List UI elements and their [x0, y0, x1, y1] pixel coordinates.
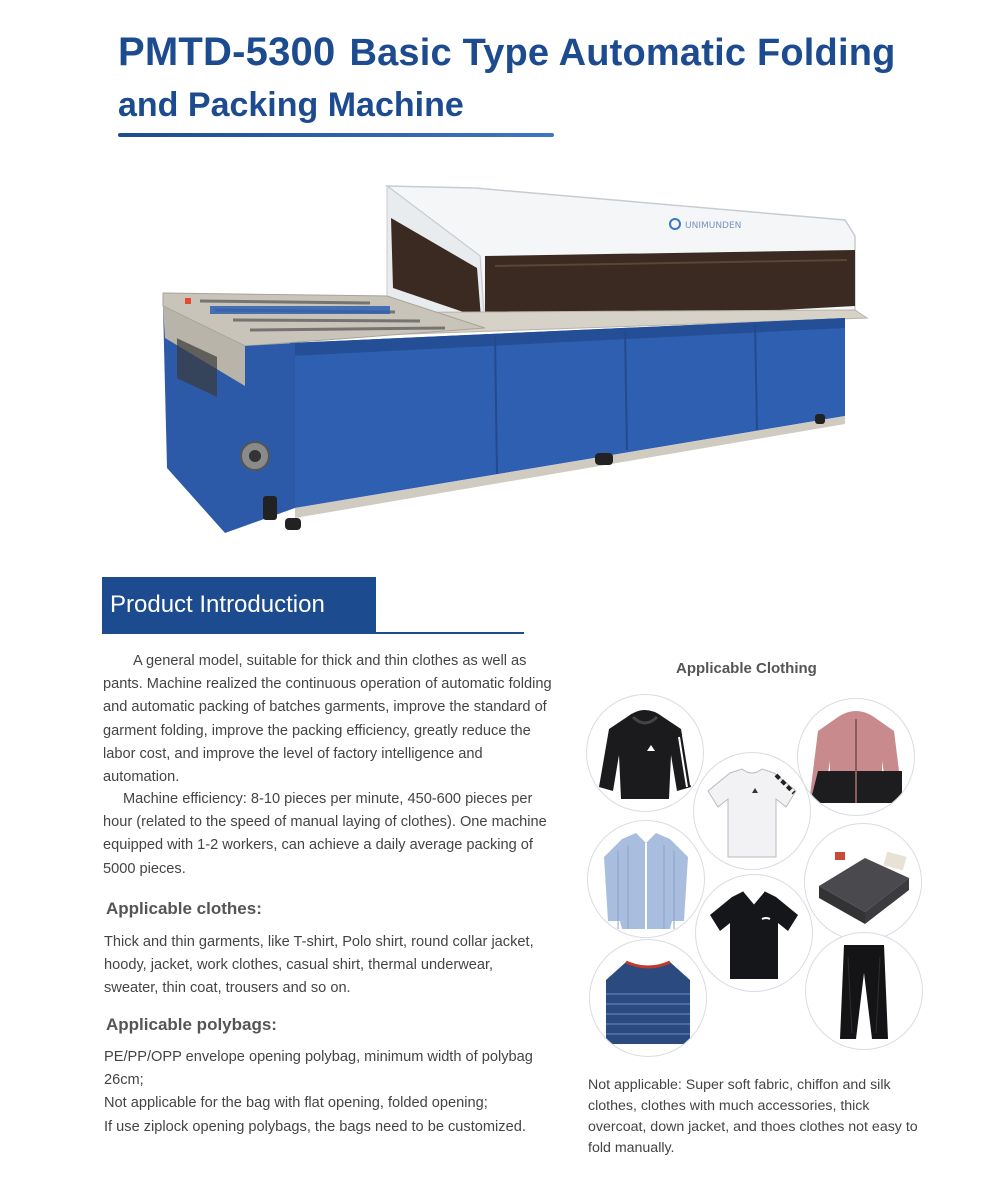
- title-line-2: and Packing Machine: [118, 86, 464, 124]
- intro-paragraph-2: Machine efficiency: 8-10 pieces per minute, 450-600 pieces per hour (related to the speed of manual laying of clothes). One machine equipped with 1-2 workers, can achieve a daily average packing of 5000 pieces.: [103, 791, 547, 877]
- applicable-polybags-text: [104, 1046, 544, 1139]
- title-underline: [118, 133, 554, 137]
- title-line-1: Basic Type Automatic Folding: [349, 32, 896, 74]
- section-title-product-introduction: Product Introduction: [102, 577, 376, 633]
- section-underline: [102, 632, 524, 634]
- black-trousers-image: [805, 932, 923, 1050]
- machine-photo: [155, 178, 875, 553]
- folded-sweater-image: [804, 823, 922, 941]
- machine-illustration: [155, 178, 875, 553]
- applicable-polybags-heading: Applicable polybags:: [106, 1015, 277, 1034]
- machine-brand-text: UNIMUNDEN: [685, 221, 742, 231]
- not-applicable-note: Not applicable: Super soft fabric, chiffon and silk clothes, clothes with much accessories, thick overcoat, down jacket, and thoes clothes not easy to fold manually.: [588, 1077, 918, 1156]
- black-hoodie-image: [586, 694, 704, 812]
- applicable-clothes-text: Thick and thin garments, like T-shirt, Polo shirt, round collar jacket, hoody, jacket, work clothes, casual shirt, thermal underwear, sweater, thin coat, trousers and so on.: [104, 934, 534, 997]
- pink-jacket-image: [797, 698, 915, 816]
- polybag-line-3: If use ziplock opening polybags, the bags need to be customized.: [104, 1118, 526, 1135]
- intro-paragraph-1: A general model, suitable for thick and thin clothes as well as pants. Machine realized the continuous operation of automatic folding and automatic packing of batches garments, improve the standard of garment folding, improve the packing efficiency, greatly reduce the labor cost, and improve the level of factory intelligence and automation.: [103, 653, 552, 786]
- polybag-line-1: PE/PP/OPP envelope opening polybag, minimum width of polybag 26cm;: [104, 1049, 533, 1089]
- model-number: PMTD-5300: [118, 30, 336, 74]
- applicable-clothing-label: Applicable Clothing: [676, 660, 817, 677]
- blue-sweater-image: [589, 939, 707, 1057]
- black-polo-image: [695, 874, 813, 992]
- blue-shirt-image: [587, 820, 705, 938]
- applicable-clothes-heading: Applicable clothes:: [106, 899, 262, 918]
- polybag-line-2: Not applicable for the bag with flat opening, folded opening;: [104, 1095, 488, 1112]
- white-tshirt-image: [693, 752, 811, 870]
- page-title: [118, 30, 896, 75]
